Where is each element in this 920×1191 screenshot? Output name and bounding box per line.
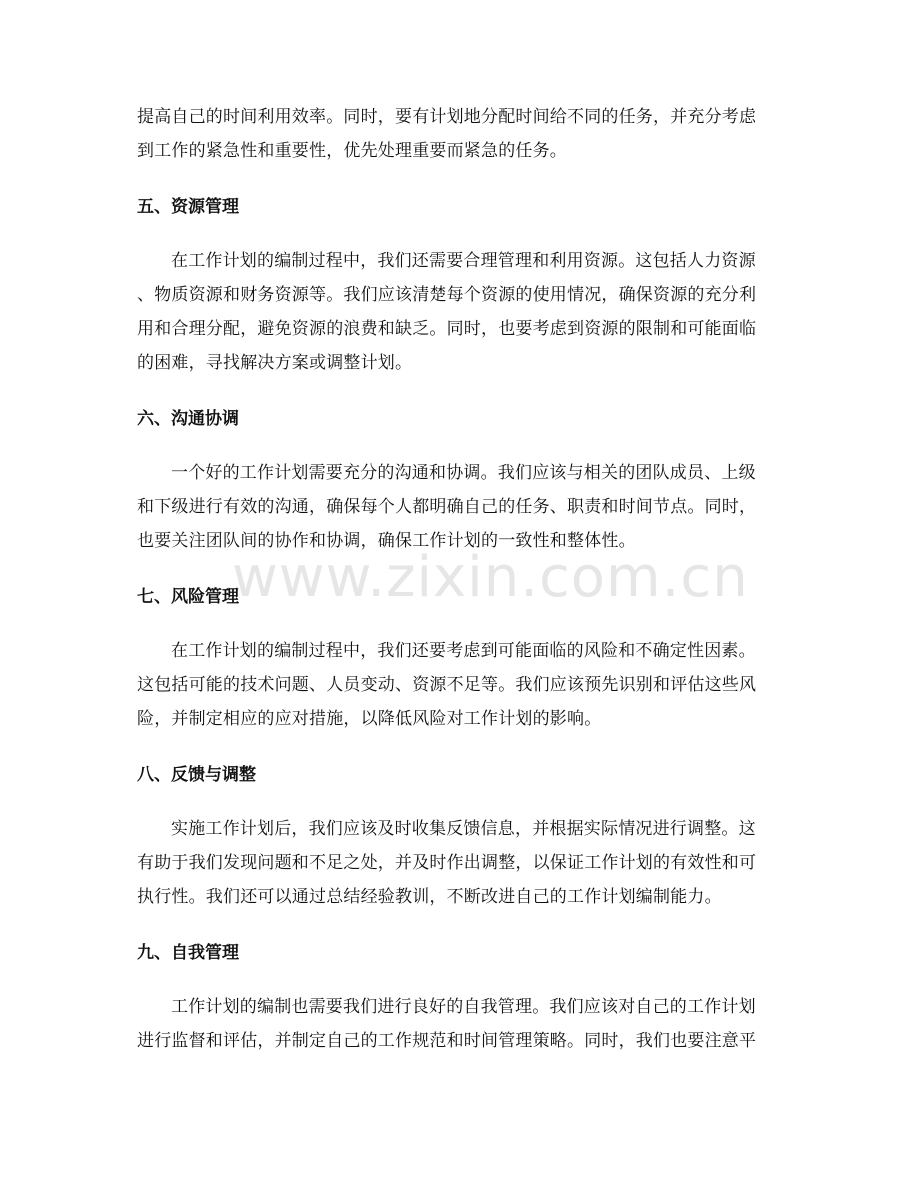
paragraph-line: 这包括可能的技术问题、人员变动、资源不足等。我们应该预先识别和评估这些风 <box>137 675 757 695</box>
paragraph-line: 工作计划的编制也需要我们进行良好的自我管理。我们应该对自己的工作计划 <box>171 997 756 1017</box>
paragraph-line: 实施工作计划后，我们应该及时收集反馈信息，并根据实际情况进行调整。这 <box>171 819 756 839</box>
paragraph-line: 的困难，寻找解决方案或调整计划。 <box>137 353 413 373</box>
section-paragraph-self-management <box>137 990 785 1058</box>
paragraph-line: 到工作的紧急性和重要性，优先处理重要而紧急的任务。 <box>137 141 567 161</box>
paragraph-line: 用和合理分配，避免资源的浪费和缺乏。同时，也要考虑到资源的限制和可能面临 <box>137 319 757 339</box>
paragraph-line: 在工作计划的编制过程中，我们还要考虑到可能面临的风险和不确定性因素。 <box>171 641 756 661</box>
paragraph-line: 一个好的工作计划需要充分的沟通和协调。我们应该与相关的团队成员、上级 <box>171 463 756 483</box>
document-body <box>137 100 785 1058</box>
section-heading-self-management: 九、自我管理 <box>137 943 239 963</box>
paragraph-line: 进行监督和评估，并制定自己的工作规范和时间管理策略。同时，我们也要注意平 <box>137 1031 757 1051</box>
paragraph-line: 、物质资源和财务资源等。我们应该清楚每个资源的使用情况，确保资源的充分利 <box>137 285 757 305</box>
section-heading-resources: 五、资源管理 <box>137 197 239 217</box>
intro-paragraph <box>137 100 785 168</box>
section-paragraph-feedback <box>137 812 785 914</box>
section-paragraph-risk <box>137 634 785 736</box>
section-paragraph-resources <box>137 244 785 380</box>
paragraph-line: 在工作计划的编制过程中，我们还需要合理管理和利用资源。这包括人力资源 <box>171 251 756 271</box>
paragraph-line: 提高自己的时间利用效率。同时，要有计划地分配时间给不同的任务，并充分考虑 <box>137 107 757 127</box>
paragraph-line: 也要关注团队间的协作和协调，确保工作计划的一致性和整体性。 <box>137 531 636 551</box>
paragraph-line: 执行性。我们还可以通过总结经验教训，不断改进自己的工作计划编制能力。 <box>137 887 722 907</box>
paragraph-line: 和下级进行有效的沟通，确保每个人都明确自己的任务、职责和时间节点。同时， <box>137 497 757 517</box>
section-heading-communication: 六、沟通协调 <box>137 409 239 429</box>
paragraph-line: 险，并制定相应的应对措施，以降低风险对工作计划的影响。 <box>137 709 602 729</box>
section-paragraph-communication <box>137 456 785 558</box>
paragraph-line: 有助于我们发现问题和不足之处，并及时作出调整，以保证工作计划的有效性和可 <box>137 853 757 873</box>
watermark: www.zixin.com.cn <box>232 545 749 610</box>
section-heading-feedback: 八、反馈与调整 <box>137 765 256 785</box>
section-heading-risk: 七、风险管理 <box>137 587 239 607</box>
